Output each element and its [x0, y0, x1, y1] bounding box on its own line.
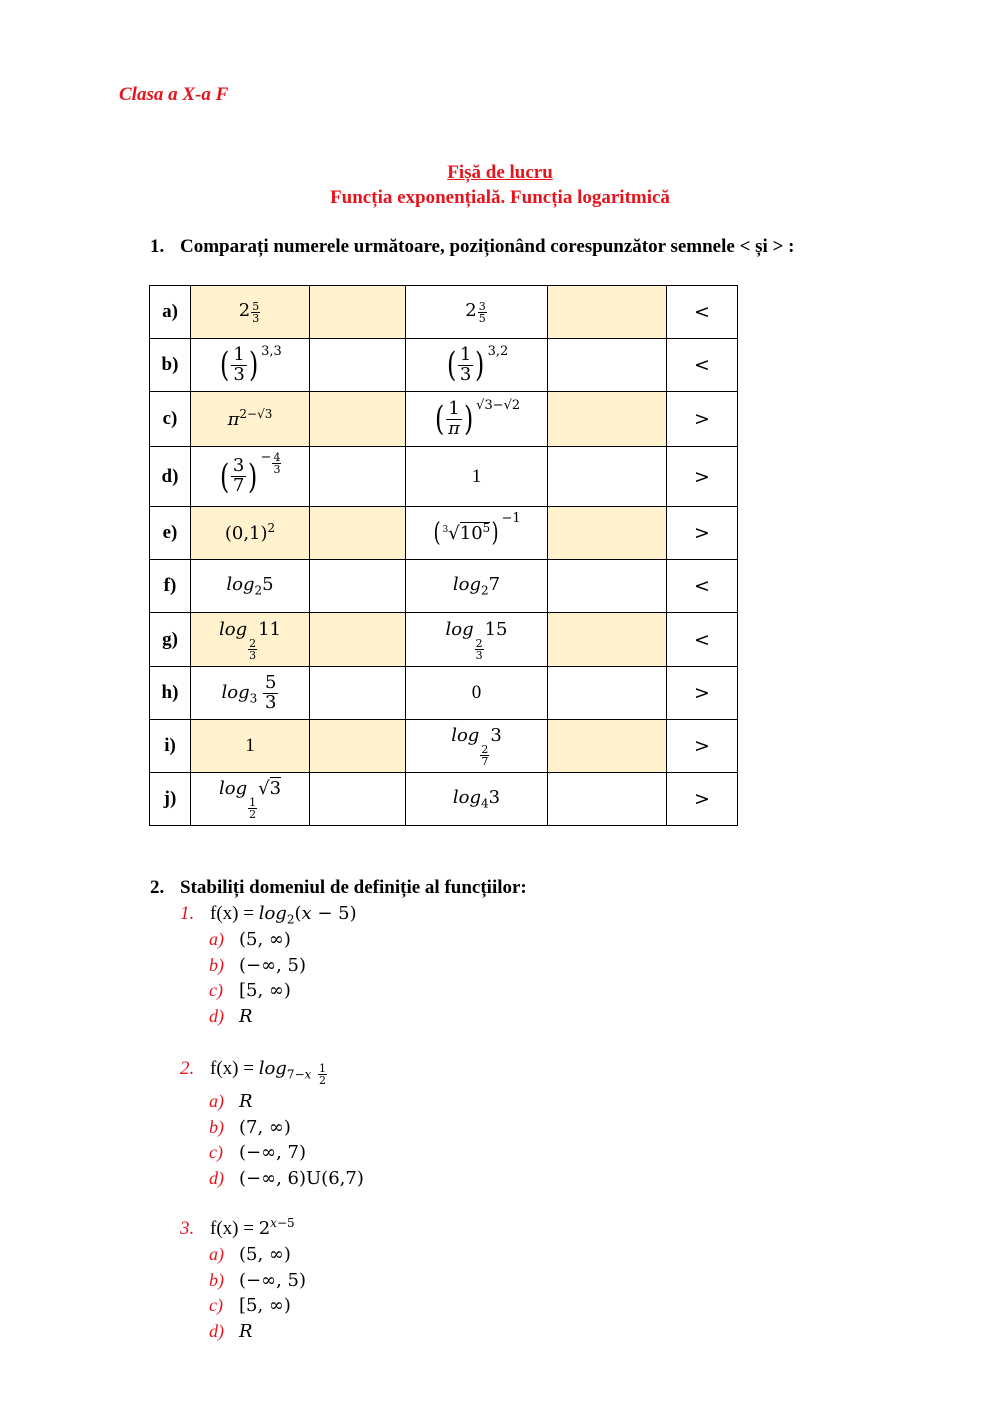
row-e-right: ( $^3√10^5$ ) −1	[433, 511, 521, 548]
answer-slot-left[interactable]	[310, 286, 406, 339]
right-expression	[406, 286, 548, 339]
item-index: 3.	[180, 1218, 195, 1239]
option[interactable]: b) (7, ∞)	[209, 1116, 291, 1138]
answer-slot-left[interactable]	[310, 447, 406, 507]
sign-tile[interactable]: <	[667, 339, 738, 392]
question1-text: Comparați numerele următoare, poziționând corespunzător semnele < și > :	[180, 236, 795, 257]
function-expression: $\log_{7-x}$ $\frac{1}{2}$	[258, 1058, 327, 1087]
sign-tile[interactable]: >	[667, 447, 738, 507]
table-row	[150, 447, 738, 507]
row-h-right: 0	[471, 682, 482, 703]
answer-slot-left[interactable]	[310, 339, 406, 392]
table-row	[150, 613, 738, 667]
right-expression	[406, 720, 548, 773]
sign-tile[interactable]: >	[667, 507, 738, 560]
sign-tile[interactable]: >	[667, 667, 738, 720]
question1-heading	[150, 236, 794, 258]
answer-slot-left[interactable]	[310, 613, 406, 667]
right-expression	[406, 560, 548, 613]
row-i-right: log $\frac{2}{7}$ 3	[451, 725, 502, 768]
answer-slot-left[interactable]	[310, 720, 406, 773]
answer-slot-right[interactable]	[548, 667, 667, 720]
row-d-right: 1	[471, 465, 482, 487]
row-label: e)	[150, 507, 191, 560]
answer-slot-left[interactable]	[310, 667, 406, 720]
row-label: h)	[150, 667, 191, 720]
row-b-left: ( $\frac{1}{3}$ ) 3,3	[220, 343, 282, 385]
row-h-left: $\log_3$ $\frac{5}{3}$	[221, 671, 277, 713]
left-expression	[191, 392, 310, 447]
table-row	[150, 773, 738, 826]
table-row	[150, 392, 738, 447]
right-expression	[406, 447, 548, 507]
answer-slot-right[interactable]	[548, 773, 667, 826]
sign-tile[interactable]: <	[667, 560, 738, 613]
answer-slot-left[interactable]	[310, 560, 406, 613]
row-c-left: $\pi^{2-√3}$	[227, 407, 273, 430]
row-g-right: log $\frac{2}{3}$ 15	[445, 618, 508, 662]
row-j-right: $\log_43$	[452, 787, 501, 811]
answer-slot-right[interactable]	[548, 720, 667, 773]
options-item-1	[209, 927, 306, 1029]
row-label: i)	[150, 720, 191, 773]
worksheet-title	[0, 160, 1000, 210]
question2-heading	[150, 877, 527, 899]
option[interactable]: d) R	[209, 1320, 253, 1342]
option[interactable]: d) R	[209, 1005, 253, 1027]
right-expression	[406, 339, 548, 392]
left-expression	[191, 720, 310, 773]
table-row	[150, 560, 738, 613]
option[interactable]: a) R	[209, 1091, 253, 1112]
table-row	[150, 507, 738, 560]
table-row	[150, 720, 738, 773]
row-d-left: ( $\frac{3}{7}$ ) − $\frac{4}{3}$	[219, 450, 281, 497]
right-expression	[406, 392, 548, 447]
item-index: 1.	[180, 903, 195, 924]
question2-text: Stabiliți domeniul de definiție al funcțiilor:	[180, 877, 527, 898]
answer-slot-right[interactable]	[548, 392, 667, 447]
title-line2: Funcția exponențială. Funcția logaritmică	[330, 187, 670, 208]
left-expression	[191, 507, 310, 560]
row-label: j)	[150, 773, 191, 826]
option[interactable]: a) (5, ∞)	[209, 1244, 291, 1265]
options-item-3	[209, 1242, 306, 1344]
option[interactable]: c) [5, ∞)	[209, 980, 291, 1002]
row-label: f)	[150, 560, 191, 613]
item-index: 2.	[180, 1058, 195, 1079]
question2-number: 2.	[150, 877, 165, 898]
function-item-2	[180, 1058, 328, 1086]
sign-tile[interactable]: >	[667, 392, 738, 447]
option[interactable]: c) (−∞, 7)	[209, 1142, 307, 1164]
answer-slot-left[interactable]	[310, 773, 406, 826]
option[interactable]: b) (−∞, 5)	[209, 1269, 307, 1291]
fx-label: f(x) =	[210, 1218, 259, 1239]
row-e-left: $(0,1)^2$	[224, 521, 276, 544]
sign-tile[interactable]: <	[667, 286, 738, 339]
sign-tile[interactable]: <	[667, 613, 738, 667]
left-expression	[191, 560, 310, 613]
function-item-1	[180, 903, 357, 927]
left-expression	[191, 667, 310, 720]
row-j-left: log $\frac{1}{2}$ √3	[218, 778, 282, 821]
left-expression	[191, 339, 310, 392]
answer-slot-left[interactable]	[310, 507, 406, 560]
fx-label: f(x) =	[210, 1058, 259, 1079]
left-expression	[191, 286, 310, 339]
right-expression	[406, 613, 548, 667]
row-a-right: 2 $\frac{3}{5}$	[465, 300, 486, 325]
table-row	[150, 286, 738, 339]
left-expression	[191, 613, 310, 667]
left-expression	[191, 447, 310, 507]
row-a-left: 2 $\frac{5}{3}$	[238, 300, 260, 325]
row-b-right: ( $\frac{1}{3}$ ) 3,2	[446, 343, 509, 385]
answer-slot-right[interactable]	[548, 613, 667, 667]
row-g-left: log $\frac{2}{3}$ 11	[218, 618, 282, 662]
answer-slot-left[interactable]	[310, 392, 406, 447]
question1-number: 1.	[150, 236, 165, 257]
title-line1: Fișă de lucru	[447, 162, 553, 183]
row-label: d)	[150, 447, 191, 507]
option[interactable]: c) [5, ∞)	[209, 1295, 291, 1317]
answer-slot-right[interactable]	[548, 447, 667, 507]
answer-slot-right[interactable]	[548, 507, 667, 560]
left-expression	[191, 773, 310, 826]
sign-tile[interactable]: >	[667, 720, 738, 773]
row-label: b)	[150, 339, 191, 392]
row-label: g)	[150, 613, 191, 667]
comparison-table	[149, 285, 738, 826]
row-label: a)	[150, 286, 191, 339]
function-item-3	[180, 1216, 295, 1240]
function-expression: $2^{x-5}$	[258, 1216, 295, 1239]
row-f-right: $\log_27$	[452, 574, 501, 598]
right-expression	[406, 667, 548, 720]
sign-tile[interactable]: >	[667, 773, 738, 826]
option[interactable]: b) (−∞, 5)	[209, 954, 307, 976]
class-label: Clasa a X-a F	[119, 84, 229, 105]
answer-slot-right[interactable]	[548, 560, 667, 613]
option[interactable]: a) (5, ∞)	[209, 929, 291, 950]
answer-slot-right[interactable]	[548, 339, 667, 392]
row-label: c)	[150, 392, 191, 447]
right-expression	[406, 507, 548, 560]
table-row	[150, 667, 738, 720]
answer-slot-right[interactable]	[548, 286, 667, 339]
right-expression	[406, 773, 548, 826]
function-expression: $\log_2(x - 5)$	[258, 903, 357, 927]
table-row	[150, 339, 738, 392]
option[interactable]: d) (−∞, 6)U(6,7)	[209, 1167, 364, 1189]
row-i-left: 1	[245, 735, 255, 756]
row-c-right: ( $\frac{1}{\pi}$ ) √3−√2	[434, 397, 521, 439]
fx-label: f(x) =	[210, 903, 259, 924]
row-f-left: $\log_25$	[226, 574, 274, 598]
options-item-2	[209, 1089, 364, 1191]
